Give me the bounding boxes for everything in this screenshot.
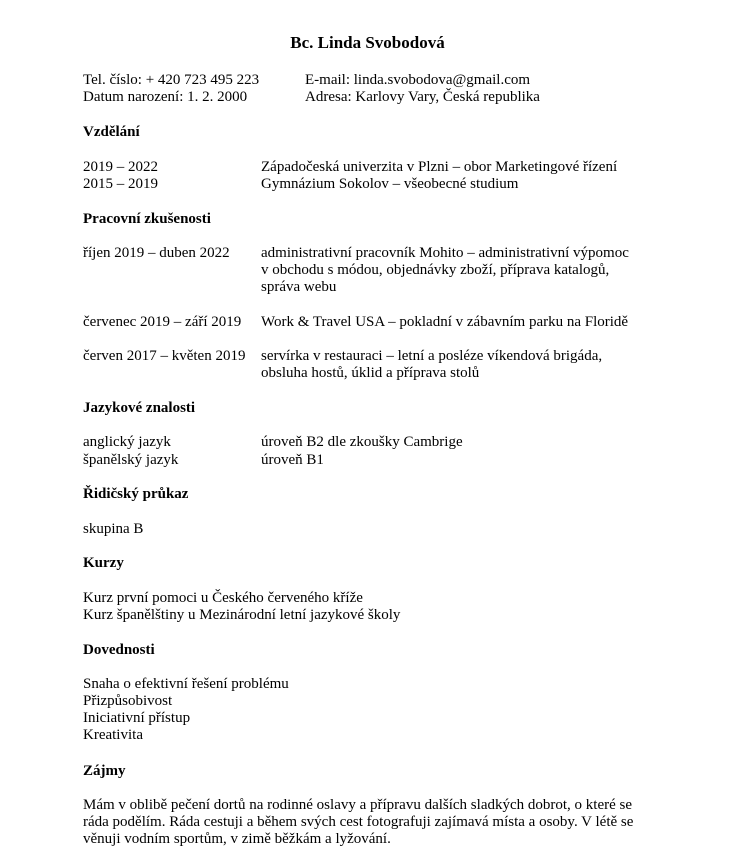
work-date: červen 2017 – květen 2019 — [83, 348, 246, 364]
skill-item: Přizpůsobivost — [83, 693, 173, 709]
work-date: červenec 2019 – září 2019 — [83, 314, 242, 330]
course-item: Kurz první pomoci u Českého červeného kříže — [83, 590, 363, 606]
interests-heading: Zájmy — [83, 763, 126, 779]
interests-text: Mám v oblibě pečení dortů na rodinné oslavy a přípravu dalších sladkých dobrot, o které se ráda podělím. Ráda cestuji a během svých cest fotografuji zajímavá místa a osoby. V létě se věnuji vodním sportům, v zimě běžkám a lyžování. — [83, 797, 634, 847]
education-date: 2019 – 2022 — [83, 159, 158, 175]
education-heading: Vzdělání — [83, 124, 140, 140]
education-entry — [83, 159, 653, 176]
language-name: španělský jazyk — [83, 452, 179, 468]
skill-item: Kreativita — [83, 727, 143, 743]
language-entry — [83, 434, 653, 451]
work-text: servírka v restauraci – letní a posléze víkendová brigáda, obsluha hostů, úklid a příprava stolů — [261, 348, 603, 381]
work-text: administrativní pracovník Mohito – administrativní výpomoc v obchodu s módou, objednávky zboží, příprava katalogů, správa webu — [261, 245, 629, 295]
work-date: říjen 2019 – duben 2022 — [83, 245, 230, 261]
language-level: úroveň B1 — [261, 452, 324, 468]
work-entry — [83, 348, 653, 382]
work-entry — [83, 245, 653, 296]
education-entry — [83, 176, 653, 193]
email-text: E-mail: linda.svobodova@gmail.com — [305, 72, 531, 88]
skill-item: Iniciativní přístup — [83, 710, 191, 726]
contact-row — [83, 72, 643, 89]
language-level: úroveň B2 dle zkoušky Cambrige — [261, 434, 463, 450]
birth-date-text: Datum narození: 1. 2. 2000 — [83, 89, 248, 105]
course-item: Kurz španělštiny u Mezinárodní letní jazykové školy — [83, 607, 401, 623]
license-text: skupina B — [83, 521, 144, 537]
language-name: anglický jazyk — [83, 434, 171, 450]
work-text: Work & Travel USA – pokladní v zábavním parku na Floridě — [261, 314, 629, 330]
cv-name: Bc. Linda Svobodová — [290, 33, 445, 52]
address-text: Adresa: Karlovy Vary, Česká republika — [305, 89, 540, 105]
contact-block — [83, 72, 643, 106]
language-entry — [83, 452, 653, 469]
work-heading: Pracovní zkušenosti — [83, 211, 211, 227]
skills-heading: Dovednosti — [83, 642, 155, 658]
phone-text: Tel. číslo: + 420 723 495 223 — [83, 72, 260, 88]
work-entry — [83, 314, 653, 331]
languages-heading: Jazykové znalosti — [83, 400, 196, 416]
courses-heading: Kurzy — [83, 555, 124, 571]
skill-item: Snaha o efektivní řešení problému — [83, 676, 289, 692]
license-heading: Řidičský průkaz — [83, 486, 189, 502]
education-date: 2015 – 2019 — [83, 176, 158, 192]
contact-row — [83, 89, 643, 106]
education-text: Gymnázium Sokolov – všeobecné studium — [261, 176, 519, 192]
education-text: Západočeská univerzita v Plzni – obor Marketingové řízení — [261, 159, 618, 175]
